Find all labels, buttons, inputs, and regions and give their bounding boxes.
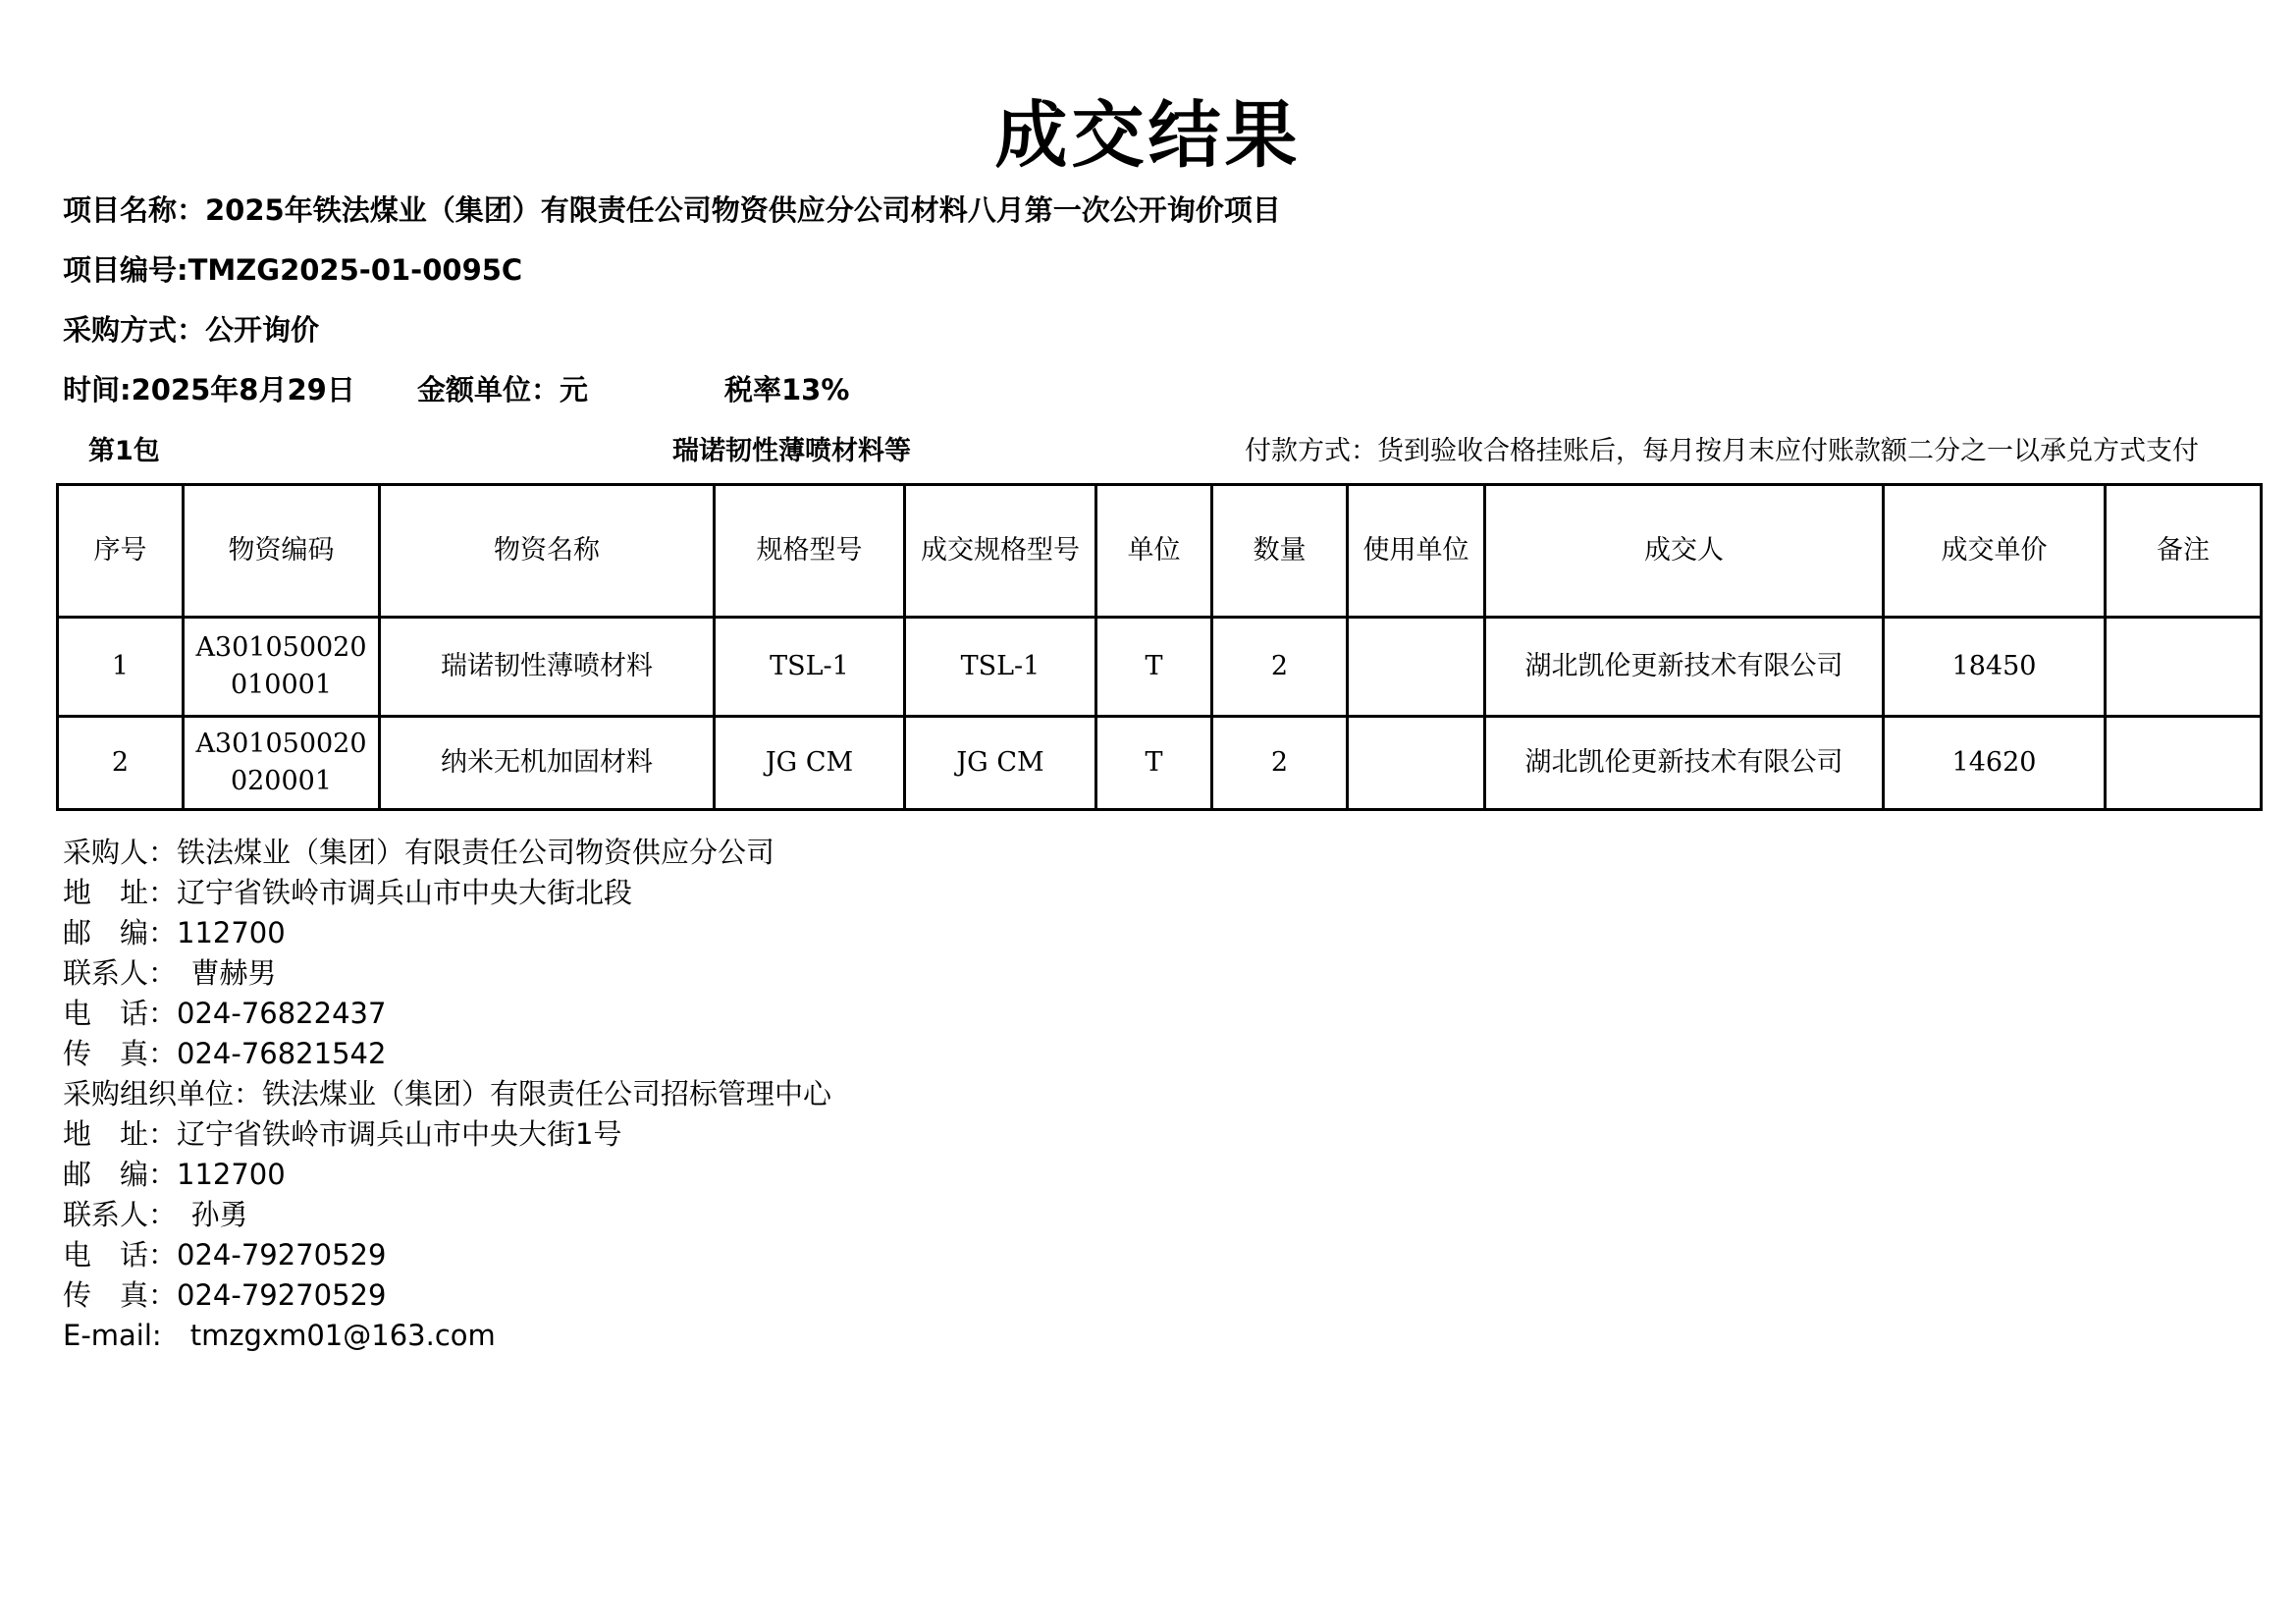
header-cell: 备注 bbox=[2106, 485, 2262, 618]
package-number: 第1包 bbox=[88, 436, 160, 466]
table-cell bbox=[1348, 717, 1485, 810]
payment-terms: 付款方式：货到验收合格挂账后，每月按月末应付账款额二分之一以承兑方式支付 bbox=[1245, 436, 2199, 466]
table-cell bbox=[2106, 618, 2262, 717]
table-cell: 湖北凯伦更新技术有限公司 bbox=[1485, 717, 1884, 810]
header-cell: 物资名称 bbox=[380, 485, 715, 618]
table-cell: 18450 bbox=[1884, 618, 2106, 717]
organizer-phone: 电 话：024-79270529 bbox=[63, 1238, 387, 1272]
table-cell: 纳米无机加固材料 bbox=[380, 717, 715, 810]
table-cell bbox=[2106, 717, 2262, 810]
organizer-address: 地 址：辽宁省铁岭市调兵山市中央大街1号 bbox=[63, 1117, 622, 1151]
table-cell: JG CM bbox=[715, 717, 905, 810]
purchaser-phone: 电 话：024-76822437 bbox=[63, 997, 387, 1030]
header-cell: 物资编码 bbox=[184, 485, 380, 618]
purchaser-postcode: 邮 编：112700 bbox=[63, 916, 286, 949]
purchaser-address: 地 址：辽宁省铁岭市调兵山市中央大街北段 bbox=[63, 876, 633, 909]
table-cell: 2 bbox=[58, 717, 184, 810]
table-header-row bbox=[58, 485, 2262, 618]
purchaser: 采购人：铁法煤业（集团）有限责任公司物资供应分公司 bbox=[63, 836, 775, 869]
table-cell: T bbox=[1096, 618, 1212, 717]
table-cell bbox=[1348, 618, 1485, 717]
header-cell: 规格型号 bbox=[715, 485, 905, 618]
organizer-email: E-mail: tmzgxm01@163.com bbox=[63, 1319, 496, 1352]
procurement-method: 采购方式：公开询价 bbox=[63, 313, 320, 347]
purchaser-contact: 联系人： 曹赫男 bbox=[63, 956, 277, 990]
package-name: 瑞诺韧性薄喷材料等 bbox=[672, 436, 911, 466]
date: 时间:2025年8月29日 bbox=[63, 373, 355, 406]
organizer-contact: 联系人： 孙勇 bbox=[63, 1198, 248, 1231]
table-cell: 14620 bbox=[1884, 717, 2106, 810]
page-title: 成交结果 bbox=[994, 93, 1302, 178]
table-cell: 2 bbox=[1212, 618, 1348, 717]
table-row bbox=[58, 618, 2262, 717]
organizer: 采购组织单位：铁法煤业（集团）有限责任公司招标管理中心 bbox=[63, 1077, 832, 1110]
table-cell: A301050020010001 bbox=[184, 618, 380, 717]
project-name: 项目名称：2025年铁法煤业（集团）有限责任公司物资供应分公司材料八月第一次公开询价项目 bbox=[63, 193, 1281, 227]
header-cell: 使用单位 bbox=[1348, 485, 1485, 618]
header-cell: 成交规格型号 bbox=[905, 485, 1096, 618]
table-cell: 1 bbox=[58, 618, 184, 717]
header-cell: 序号 bbox=[58, 485, 184, 618]
table-cell: 瑞诺韧性薄喷材料 bbox=[380, 618, 715, 717]
table-cell: A301050020020001 bbox=[184, 717, 380, 810]
organizer-postcode: 邮 编：112700 bbox=[63, 1158, 286, 1191]
table-cell: TSL-1 bbox=[715, 618, 905, 717]
header-cell: 成交人 bbox=[1485, 485, 1884, 618]
organizer-fax: 传 真：024-79270529 bbox=[63, 1278, 387, 1312]
contact-info bbox=[63, 833, 831, 1356]
header-cell: 单位 bbox=[1096, 485, 1212, 618]
result-table bbox=[56, 483, 2263, 811]
table-cell: TSL-1 bbox=[905, 618, 1096, 717]
project-number: 项目编号:TMZG2025-01-0095C bbox=[63, 253, 523, 287]
table-cell: 湖北凯伦更新技术有限公司 bbox=[1485, 618, 1884, 717]
header-cell: 数量 bbox=[1212, 485, 1348, 618]
table-cell: T bbox=[1096, 717, 1212, 810]
header-cell: 成交单价 bbox=[1884, 485, 2106, 618]
amount-unit: 金额单位：元 bbox=[417, 373, 589, 406]
purchaser-fax: 传 真：024-76821542 bbox=[63, 1037, 387, 1070]
table-cell: JG CM bbox=[905, 717, 1096, 810]
table-row bbox=[58, 717, 2262, 810]
tax-rate: 税率13% bbox=[724, 373, 850, 406]
table-cell: 2 bbox=[1212, 717, 1348, 810]
